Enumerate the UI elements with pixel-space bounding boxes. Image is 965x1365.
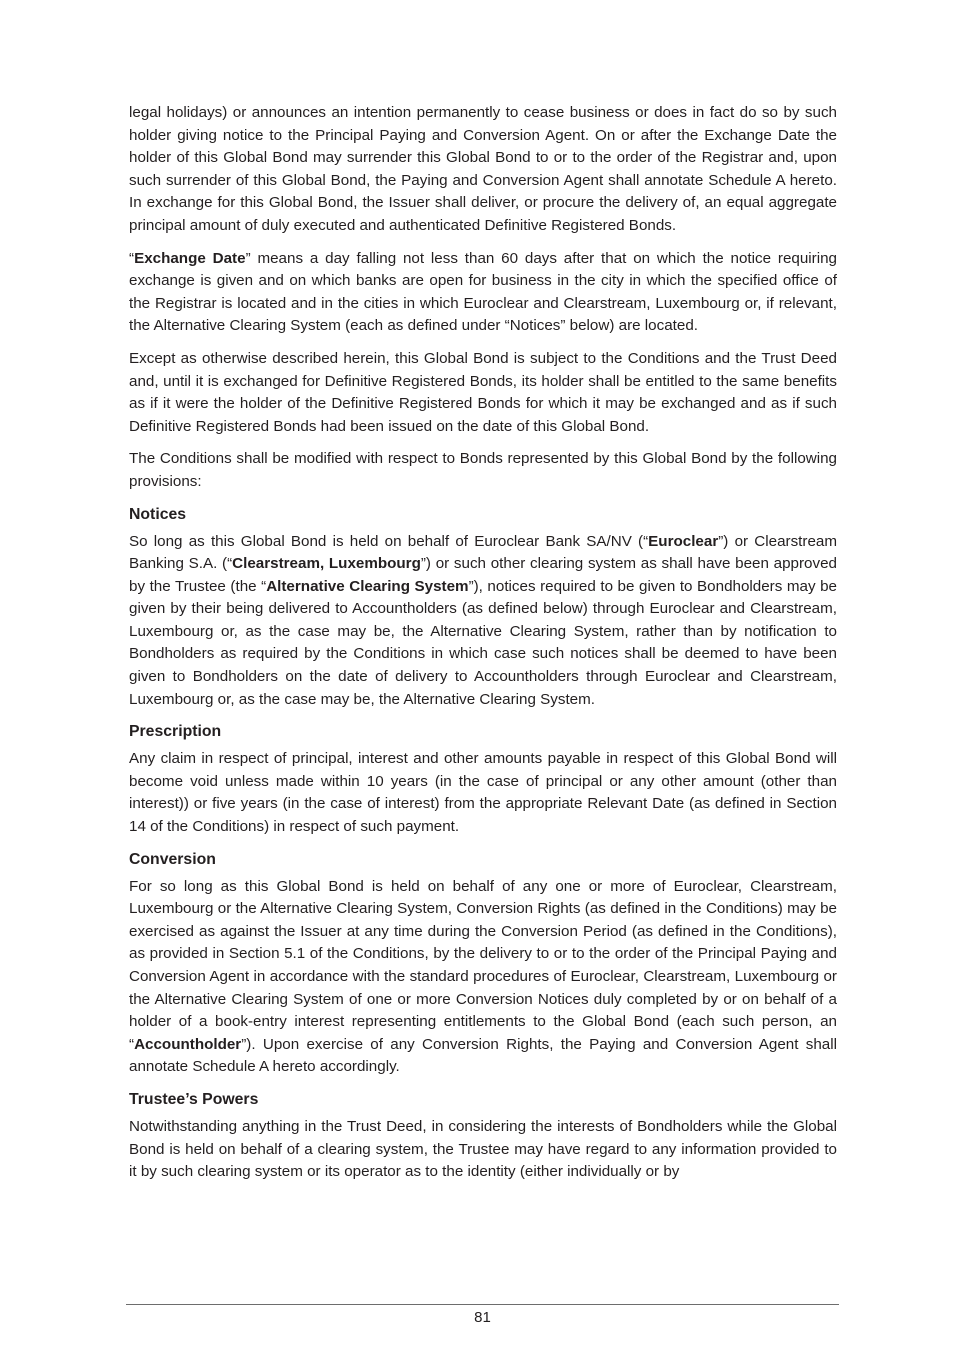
paragraph-trustees-powers: Notwithstanding anything in the Trust Deed, in considering the interests of Bondholders while the Global Bond is held on behalf of a clearing system, the Trustee may have regard to any information provided to it by such clearing system or its operator as to the identity (either individually or by xyxy=(129,1117,837,1181)
heading-conversion: Conversion xyxy=(129,850,216,868)
notices-text-4: ”), notices required to be given to Bondholders may be given by their being delivered to Accountholders (as defined below) through Euroclear and Clearstream, Luxembourg or, as the case may be, the Alternative Clearing System, rather than by notification to Bondholders as required by the Conditions in which case such notices shall be deemed to have been given to Bondholders on the date of delivery to Accountholders through Euroclear and Clearstream, Luxembourg or, as the case may be, the Alternative Clearing System. xyxy=(129,577,837,708)
heading-trustees-powers: Trustee’s Powers xyxy=(129,1090,259,1108)
conversion-text-2: ”). Upon exercise of any Conversion Rights, the Paying and Conversion Agent shall annotate Schedule A hereto accordingly. xyxy=(129,1035,837,1076)
page-body xyxy=(129,102,837,1194)
defined-term-accountholder: Accountholder xyxy=(134,1035,242,1053)
paragraph-exchange-date-definition xyxy=(129,248,837,338)
paragraph-exchange-procedure: legal holidays) or announces an intention permanently to cease business or does in fact do so by such holder giving notice to the Principal Paying and Conversion Agent. On or after the Exchange Date the holder of this Global Bond may surrender this Global Bond to or to the order of the Registrar and, upon such surrender of this Global Bond, the Paying and Conversion Agent shall annotate Schedule A hereto. In exchange for this Global Bond, the Issuer shall deliver, or procure the delivery of, an equal aggregate principal amount of duly executed and authenticated Definitive Registered Bonds. xyxy=(129,104,837,234)
defined-term-alternative-clearing-system: Alternative Clearing System xyxy=(266,577,469,595)
paragraph-conversion xyxy=(129,876,837,1079)
paragraph-notices xyxy=(129,531,837,712)
notices-text-1: So long as this Global Bond is held on behalf of Euroclear Bank SA/NV (“ xyxy=(129,532,649,550)
definition-text: ” means a day falling not less than 60 days after that on which the notice requiring exchange is given and on which banks are open for business in the city in which the specified office of the Registrar is located and in the cities in which Euroclear and Clearstream, Luxembourg or, if relevant, the Alternative Clearing System (each as defined under “Notices” below) are located. xyxy=(129,249,837,335)
paragraph-conditions-applicability: Except as otherwise described herein, this Global Bond is subject to the Conditions and the Trust Deed and, until it is exchanged for Definitive Registered Bonds, its holder shall be entitled to the same benefits as if it were the holder of the Definitive Registered Bonds for which it may be exchanged and as if such Definitive Registered Bonds had been issued on the date of this Global Bond. xyxy=(129,349,837,435)
defined-term-exchange-date: Exchange Date xyxy=(134,249,246,267)
notices-text-2: ”) or Clearstream Banking S.A. (“ xyxy=(129,532,837,573)
paragraph-modifications-intro: The Conditions shall be modified with respect to Bonds represented by this Global Bond by the following provisions: xyxy=(129,450,837,490)
heading-prescription: Prescription xyxy=(129,723,222,741)
quote-open: “ xyxy=(129,249,135,267)
notices-text-3: ”) or such other clearing system as shall have been approved by the Trustee (the “ xyxy=(129,555,837,595)
defined-term-clearstream: Clearstream, Luxembourg xyxy=(232,555,421,573)
conversion-text-1: For so long as this Global Bond is held on behalf of any one or more of Euroclear, Clearstream, Luxembourg or the Alternative Clearing System, Conversion Rights (as defined in the Conditions) may be exercised as against the Issuer at any time during the Conversion Period (as defined in the Conditions), as provided in Section 5.1 of the Conditions, by the delivery to or to the order of the Principal Paying and Conversion Agent in accordance with the standard procedures of Euroclear, Clearstream, Luxembourg or the Alternative Clearing System of one or more Conversion Notices duly completed by or on behalf of a holder of a book-entry interest representing entitlements to the Global Bond (each such person, an “ xyxy=(129,877,837,1053)
paragraph-prescription: Any claim in respect of principal, interest and other amounts payable in respect of this Global Bond will become void unless made within 10 years (in the case of principal or any other amount (other than interest)) or five years (in the case of interest) from the appropriate Relevant Date (as defined in Section 14 of the Conditions) in respect of such payment. xyxy=(129,750,837,836)
defined-term-euroclear: Euroclear xyxy=(648,532,719,550)
heading-notices: Notices xyxy=(129,505,187,523)
footer-divider xyxy=(126,1304,839,1305)
page-number: 81 xyxy=(474,1309,491,1326)
